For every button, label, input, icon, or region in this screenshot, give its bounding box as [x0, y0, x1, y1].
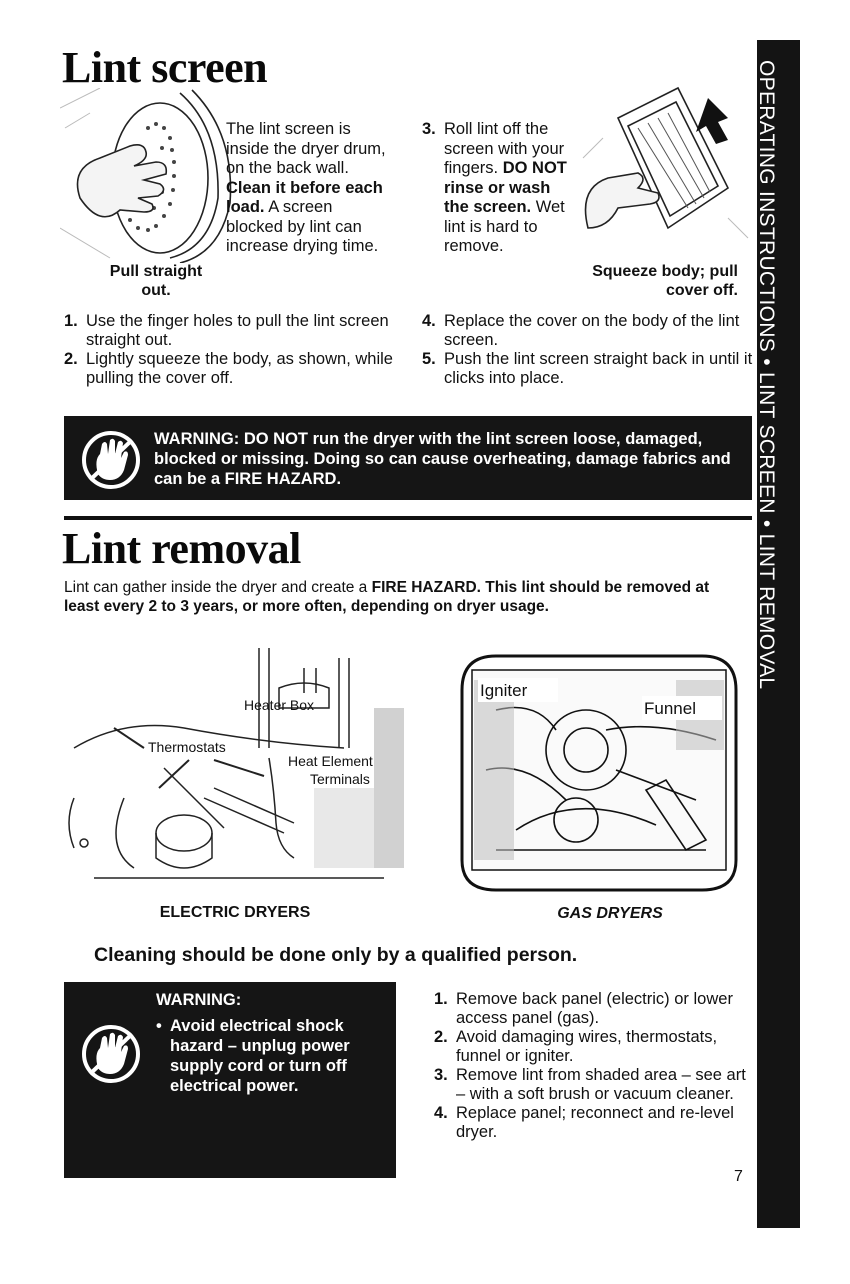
- label-terminals: Terminals: [310, 771, 370, 787]
- hand-warning-icon-2: [80, 1024, 142, 1084]
- step-3-num: 3.: [422, 120, 436, 138]
- caption-squeeze-body: Squeeze body; pull cover off.: [592, 263, 738, 299]
- caption-pull-straight: Pull straight out.: [109, 263, 203, 299]
- steps-left: [64, 312, 400, 388]
- removal-step-4: 4. Replace panel; reconnect and re-level dryer.: [434, 1104, 734, 1141]
- side-tab-label: OPERATING INSTRUCTIONS • LINT SCREEN • LINT REMOVAL: [755, 60, 778, 690]
- intro-rest: A screen blocked by lint can increase drying time.: [226, 198, 379, 255]
- warning-box-1: [64, 416, 752, 500]
- removal-intro-text: Lint can gather inside the dryer and create a: [64, 579, 372, 596]
- removal-step-3: 3. Remove lint from shaded area – see art – with a soft brush or vacuum cleaner.: [434, 1066, 746, 1103]
- step-3: [422, 120, 572, 257]
- removal-intro-bold: FIRE HAZARD. This lint should be removed at least every 2 to 3 years, or more often, depending on dryer usage.: [64, 579, 710, 615]
- label-thermostats: Thermostats: [148, 739, 226, 755]
- removal-step-1: 1. Remove back panel (electric) or lower access panel (gas).: [434, 990, 733, 1027]
- warning-2-heading: WARNING:: [156, 991, 242, 1009]
- label-funnel: Funnel: [644, 699, 696, 718]
- caption-gas-dryers: GAS DRYERS: [557, 905, 663, 922]
- removal-step-2: 2. Avoid damaging wires, thermostats, funnel or igniter.: [434, 1028, 718, 1065]
- hand-warning-icon: [80, 430, 142, 490]
- lint-screen-title: Lint screen: [62, 43, 268, 92]
- step-3-text: Roll lint off the screen with your fingers.: [444, 120, 565, 177]
- gas-dryer-illustration: [456, 650, 742, 896]
- electric-dryer-illustration: [64, 648, 424, 894]
- qualified-person-notice: Cleaning should be done only by a qualified person.: [94, 944, 578, 966]
- intro-text: The lint screen is inside the dryer drum, on the back wall.: [226, 120, 386, 177]
- warning-box-2: [64, 982, 396, 1283]
- step-3-rest: Wet lint is hard to remove.: [444, 198, 565, 255]
- lint-screen-intro: [226, 120, 386, 257]
- page-number: 7: [734, 1168, 743, 1185]
- label-heat-element: Heat Element: [288, 753, 373, 769]
- step-4: 4. Replace the cover on the body of the lint screen.: [422, 312, 740, 349]
- steps-right: [422, 312, 756, 388]
- step-5: 5. Push the lint screen straight back in until it clicks into place.: [422, 350, 753, 387]
- step-3-bold: DO NOT rinse or wash the screen.: [444, 159, 567, 216]
- warning-2-item-2: • Avoid injury or damage – do not put hands inside cabinet.: [72, 1180, 402, 1220]
- squeeze-body-illustration: [578, 78, 756, 258]
- label-igniter: Igniter: [480, 681, 528, 700]
- pull-screen-illustration: [60, 88, 240, 263]
- section-divider: [64, 516, 752, 520]
- intro-bold: Clean it before each load.: [226, 178, 383, 216]
- warning-2-item-3: • Make sure dryer is cool.: [72, 1264, 402, 1284]
- label-heater-box: Heater Box: [244, 697, 315, 713]
- warning-1-text: WARNING: DO NOT run the dryer with the lint screen loose, damaged, blocked or missing. Doing so can cause overheating, damage fabrics and can be a FIRE HAZARD.: [154, 430, 731, 488]
- warning-2-item-1: • Avoid electrical shock hazard – unplug power supply cord or turn off electrical power.: [156, 1016, 400, 1096]
- step-1: 1. Use the finger holes to pull the lint screen straight out.: [64, 312, 389, 349]
- step-2: 2. Lightly squeeze the body, as shown, while pulling the cover off.: [64, 350, 393, 387]
- removal-steps: [434, 990, 752, 1142]
- lint-removal-title: Lint removal: [62, 524, 301, 573]
- lint-removal-intro: [64, 578, 744, 616]
- caption-electric-dryers: ELECTRIC DRYERS: [159, 904, 311, 921]
